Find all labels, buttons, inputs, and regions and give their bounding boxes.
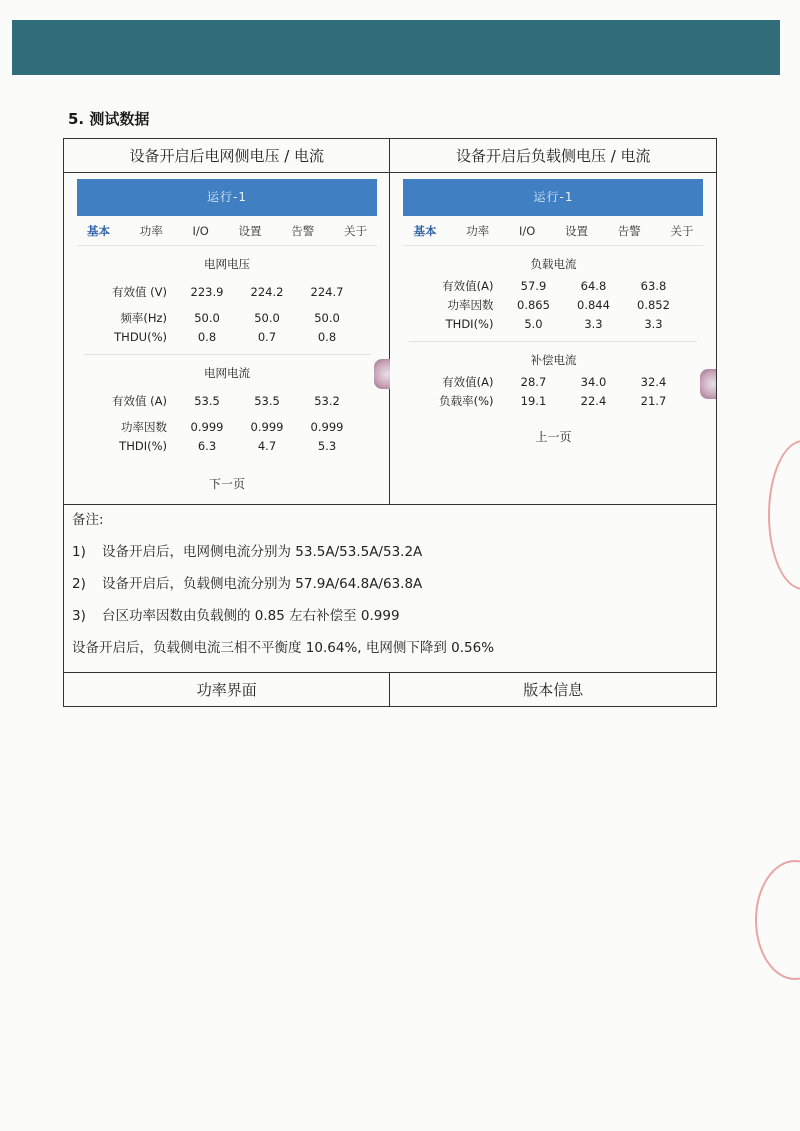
row-label: THDU(%): [114, 329, 167, 344]
row-label: 有效值 (V): [112, 285, 167, 299]
screen-title: 运行-1: [403, 179, 703, 216]
divider: [83, 354, 371, 355]
value-phase-c: 0.8: [317, 329, 337, 344]
notes-summary: 设备开启后，负载侧电流三相不平衡度 10.64%, 电网侧下降到 0.56%: [72, 640, 495, 656]
value-phase-b: 53.5: [254, 394, 280, 408]
tab-alarm[interactable]: 告警: [291, 224, 315, 238]
tab-settings[interactable]: 设置: [565, 224, 589, 238]
seal-stamp-lower: [755, 860, 800, 980]
power-interface-label: 功率界面: [64, 673, 390, 707]
screen-tabs: [77, 216, 377, 246]
screen-title: 运行-1: [77, 179, 377, 216]
value-phase-c: 21.7: [640, 393, 667, 408]
test-data-table: [63, 138, 717, 707]
screen-tabs: [403, 216, 703, 246]
value-phase-c: 50.0: [314, 310, 340, 325]
notes-heading: 备注:: [72, 512, 104, 528]
value-phase-a: 0.865: [517, 297, 550, 312]
note-text: 设备开启后，电网侧电流分别为 53.5A/53.5A/53.2A: [102, 544, 423, 560]
load-current-title: 负载电流: [530, 257, 577, 271]
divider: [409, 341, 697, 342]
row-label: 功率因数: [121, 419, 167, 434]
value-phase-c: 224.7: [310, 285, 344, 299]
value-phase-a: 223.9: [190, 285, 224, 299]
version-info-label: 版本信息: [390, 673, 717, 707]
value-phase-b: 64.8: [580, 278, 607, 293]
load-side-screen: [403, 179, 703, 445]
row-label: THDI(%): [119, 438, 167, 453]
prev-page-button[interactable]: 上一页: [535, 430, 572, 444]
table-row: [77, 308, 377, 327]
grid-side-screen: [77, 179, 377, 492]
value-phase-c: 53.2: [314, 394, 340, 408]
value-phase-b: 224.2: [250, 285, 284, 299]
value-phase-b: 22.4: [580, 393, 607, 408]
tab-io[interactable]: I/O: [192, 224, 209, 238]
table-row: [403, 391, 703, 410]
section-title: 5. 测试数据: [68, 110, 150, 128]
table-row: [77, 276, 377, 308]
value-phase-c: 0.999: [310, 419, 344, 434]
row-label: 负载率(%): [439, 393, 494, 408]
value-phase-b: 3.3: [584, 316, 603, 331]
value-phase-b: 0.844: [577, 297, 610, 312]
row-label: 有效值(A): [442, 278, 494, 293]
tab-basic[interactable]: 基本: [413, 224, 437, 238]
tab-settings[interactable]: 设置: [238, 224, 262, 238]
value-phase-a: 28.7: [520, 374, 547, 389]
value-phase-b: 0.999: [250, 419, 284, 434]
tab-about[interactable]: 关于: [344, 224, 367, 238]
value-phase-a: 5.0: [524, 316, 543, 331]
row-label: 有效值 (A): [112, 394, 167, 408]
value-phase-a: 0.999: [190, 419, 224, 434]
note-number: 1): [72, 544, 86, 560]
value-phase-a: 50.0: [194, 310, 220, 325]
value-phase-c: 0.852: [637, 297, 670, 312]
tab-io[interactable]: I/O: [518, 224, 536, 238]
tab-basic[interactable]: 基本: [87, 224, 110, 238]
note-item: [72, 543, 708, 561]
left-screen-cell: [64, 173, 390, 505]
comp-current-title: 补偿电流: [530, 353, 577, 367]
value-phase-c: 32.4: [640, 374, 667, 389]
value-phase-a: 6.3: [197, 438, 217, 453]
side-handle-icon[interactable]: [374, 359, 390, 389]
value-phase-a: 0.8: [197, 329, 217, 344]
note-number: 2): [72, 576, 86, 592]
left-column-header: 设备开启后电网侧电压 / 电流: [64, 139, 390, 173]
seal-stamp-upper: [768, 440, 800, 590]
value-phase-b: 0.7: [257, 329, 277, 344]
grid-current-title: 电网电流: [204, 366, 250, 380]
value-phase-b: 50.0: [254, 310, 280, 325]
row-label: THDI(%): [445, 316, 494, 331]
value-phase-c: 5.3: [317, 438, 337, 453]
table-row: [403, 276, 703, 295]
value-phase-b: 34.0: [580, 374, 607, 389]
value-phase-a: 19.1: [520, 393, 547, 408]
note-text: 台区功率因数由负载侧的 0.85 左右补偿至 0.999: [102, 608, 400, 624]
next-page-button[interactable]: 下一页: [208, 477, 245, 491]
row-label: 有效值(A): [442, 374, 494, 389]
grid-voltage-title: 电网电压: [204, 257, 250, 271]
value-phase-a: 57.9: [520, 278, 547, 293]
tab-about[interactable]: 关于: [670, 224, 694, 238]
table-row: [77, 436, 377, 455]
table-row: [77, 327, 377, 346]
note-text: 设备开启后，负载侧电流分别为 57.9A/64.8A/63.8A: [102, 576, 423, 592]
row-label: 功率因数: [447, 297, 494, 312]
value-phase-b: 4.7: [257, 438, 277, 453]
value-phase-c: 63.8: [640, 278, 667, 293]
value-phase-c: 3.3: [644, 316, 663, 331]
notes-section: [64, 505, 717, 673]
tab-power[interactable]: 功率: [466, 224, 490, 238]
row-label: 频率(Hz): [120, 310, 167, 325]
value-phase-a: 53.5: [194, 394, 220, 408]
header-band: [12, 20, 780, 75]
tab-power[interactable]: 功率: [139, 224, 163, 238]
tab-alarm[interactable]: 告警: [617, 224, 641, 238]
table-row: [403, 314, 703, 333]
note-item: [72, 607, 708, 625]
side-handle-icon[interactable]: [700, 369, 716, 399]
table-row: [77, 385, 377, 417]
right-screen-cell: [390, 173, 717, 505]
note-number: 3): [72, 608, 86, 624]
table-row: [77, 417, 377, 436]
table-row: [403, 372, 703, 391]
note-item: [72, 575, 708, 593]
right-column-header: 设备开启后负载侧电压 / 电流: [390, 139, 717, 173]
table-row: [403, 295, 703, 314]
